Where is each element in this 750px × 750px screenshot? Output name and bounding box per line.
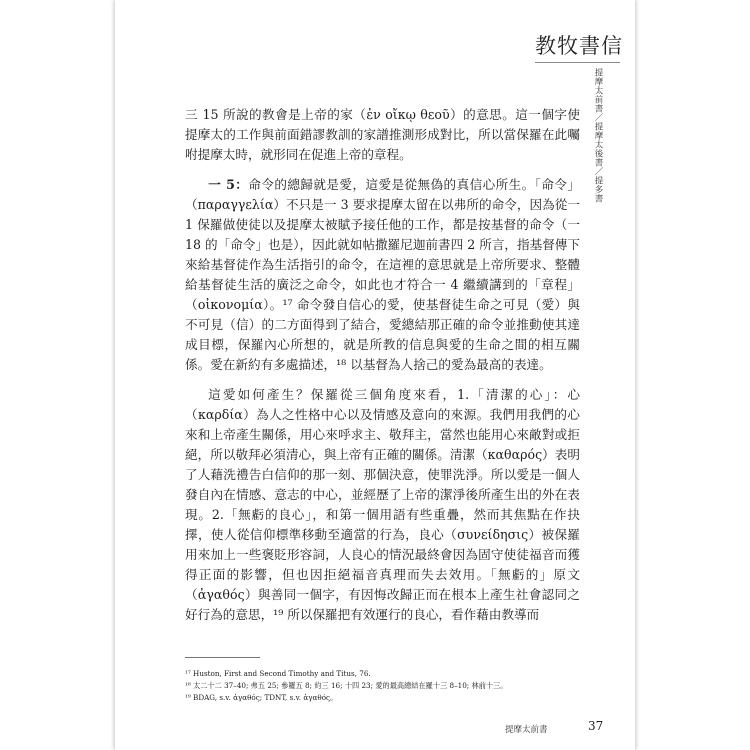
footnote-17: ¹⁷ Huston, First and Second Timothy and Titus, 76. bbox=[185, 669, 371, 678]
running-footer: 提摩太前書 bbox=[505, 725, 548, 735]
footnotes bbox=[185, 668, 585, 704]
paragraph-3 bbox=[185, 385, 580, 625]
page-number: 37 bbox=[588, 719, 604, 733]
paragraph-1 bbox=[185, 105, 580, 165]
verse-reference: 一 5： bbox=[208, 177, 249, 192]
book-title: 教牧書信 bbox=[535, 34, 623, 58]
paragraph-text: 命令的總歸就是愛，這愛是從無偽的真信心所生。「命令」（παραγγελία）不只是一 3 要求提摩太留在以弗所的命令，因為從一 1 保羅做使徒以及提摩太被賦予接任他的工作，都是按基督的命令（一 18 的「命令」也是），因此就如帖撒羅尼迦前書四 2 所言，指基督傳下來給基督徒作為生活指引的命令，在這裡的意思就是上帝所要求、整體給基督徒生活的廣泛之命令，如此也才符合一 4 繼續講到的「章程」（οἰκονομία）。¹⁷ 命令發自信心的愛，使基督徒生命之可見（愛）與不可見（信）的二方面得到了結合，愛總結那正確的命令並推動使其達成目標，保羅內心所想的，就是所教的信息與愛的生命之間的相互關係。愛在新約有多處描述，¹⁸ 以基督為人捨己的愛為最高的表達。 bbox=[185, 177, 580, 372]
paragraph-2 bbox=[185, 175, 580, 375]
main-text bbox=[185, 105, 580, 635]
paragraph-text: 這愛如何產生？保羅從三個角度來看，1.「清潔的心」：心（καρδία）為人之性格中心以及情感及意向的來源。我們用我們的心來和上帝產生關係，用心來呼求主、敬拜主，當然也能用心來敵對或拒絕，所以敬拜必須清心，與上帝有正確的關係。清潔（καθαρός）表明了人藉洗禮告白信仰的那一刻、那個決意，使罪洗淨。所以愛是一個人發自內在情感、意志的中心，並經歷了上帝的潔淨後所產生出的外在表現。2.「無虧的良心」，和第一個用語有些重疊，然而其焦點在作抉擇，使人從信仰標準移動至適當的行為，良心（συνείδησις）被保羅用來加上一些褒貶形容詞，人良心的情況最終會因為固守使徒福音而獲得正面的影響，但也因拒絕福音真理而失去效用。「無虧的」原文（ἀγαθός）與善同一個字，有因悔改歸正而在根本上產生社會認同之好行為的意思，¹⁹ 所以保羅把有效運行的良心，看作藉由教導而 bbox=[185, 387, 580, 622]
header-divider bbox=[535, 62, 620, 63]
paragraph-text: 三 15 所說的教會是上帝的家（ἐν οἴκῳ θεοῦ）的意思。這一個字使提摩太的工作與前面錯謬教訓的家譜推測形成對比，所以當保羅在此囑咐提摩太時，就形同在促進上帝的章程。 bbox=[185, 107, 580, 162]
footnote-divider bbox=[185, 657, 260, 658]
footnote-19: ¹⁹ BDAG, s.v. ἀγαθός; TDNT, s.v. ἀγαθός。 bbox=[185, 693, 338, 702]
book-subtitle: 提摩太前書／提摩太後書／提多書 bbox=[593, 68, 603, 203]
footnote-18: ¹⁸ 太二十二 37–40; 弗五 25; 參羅五 8; 約三 16; 十四 23; 愛的最高總結在羅十三 8–10; 林前十三。 bbox=[185, 681, 508, 690]
